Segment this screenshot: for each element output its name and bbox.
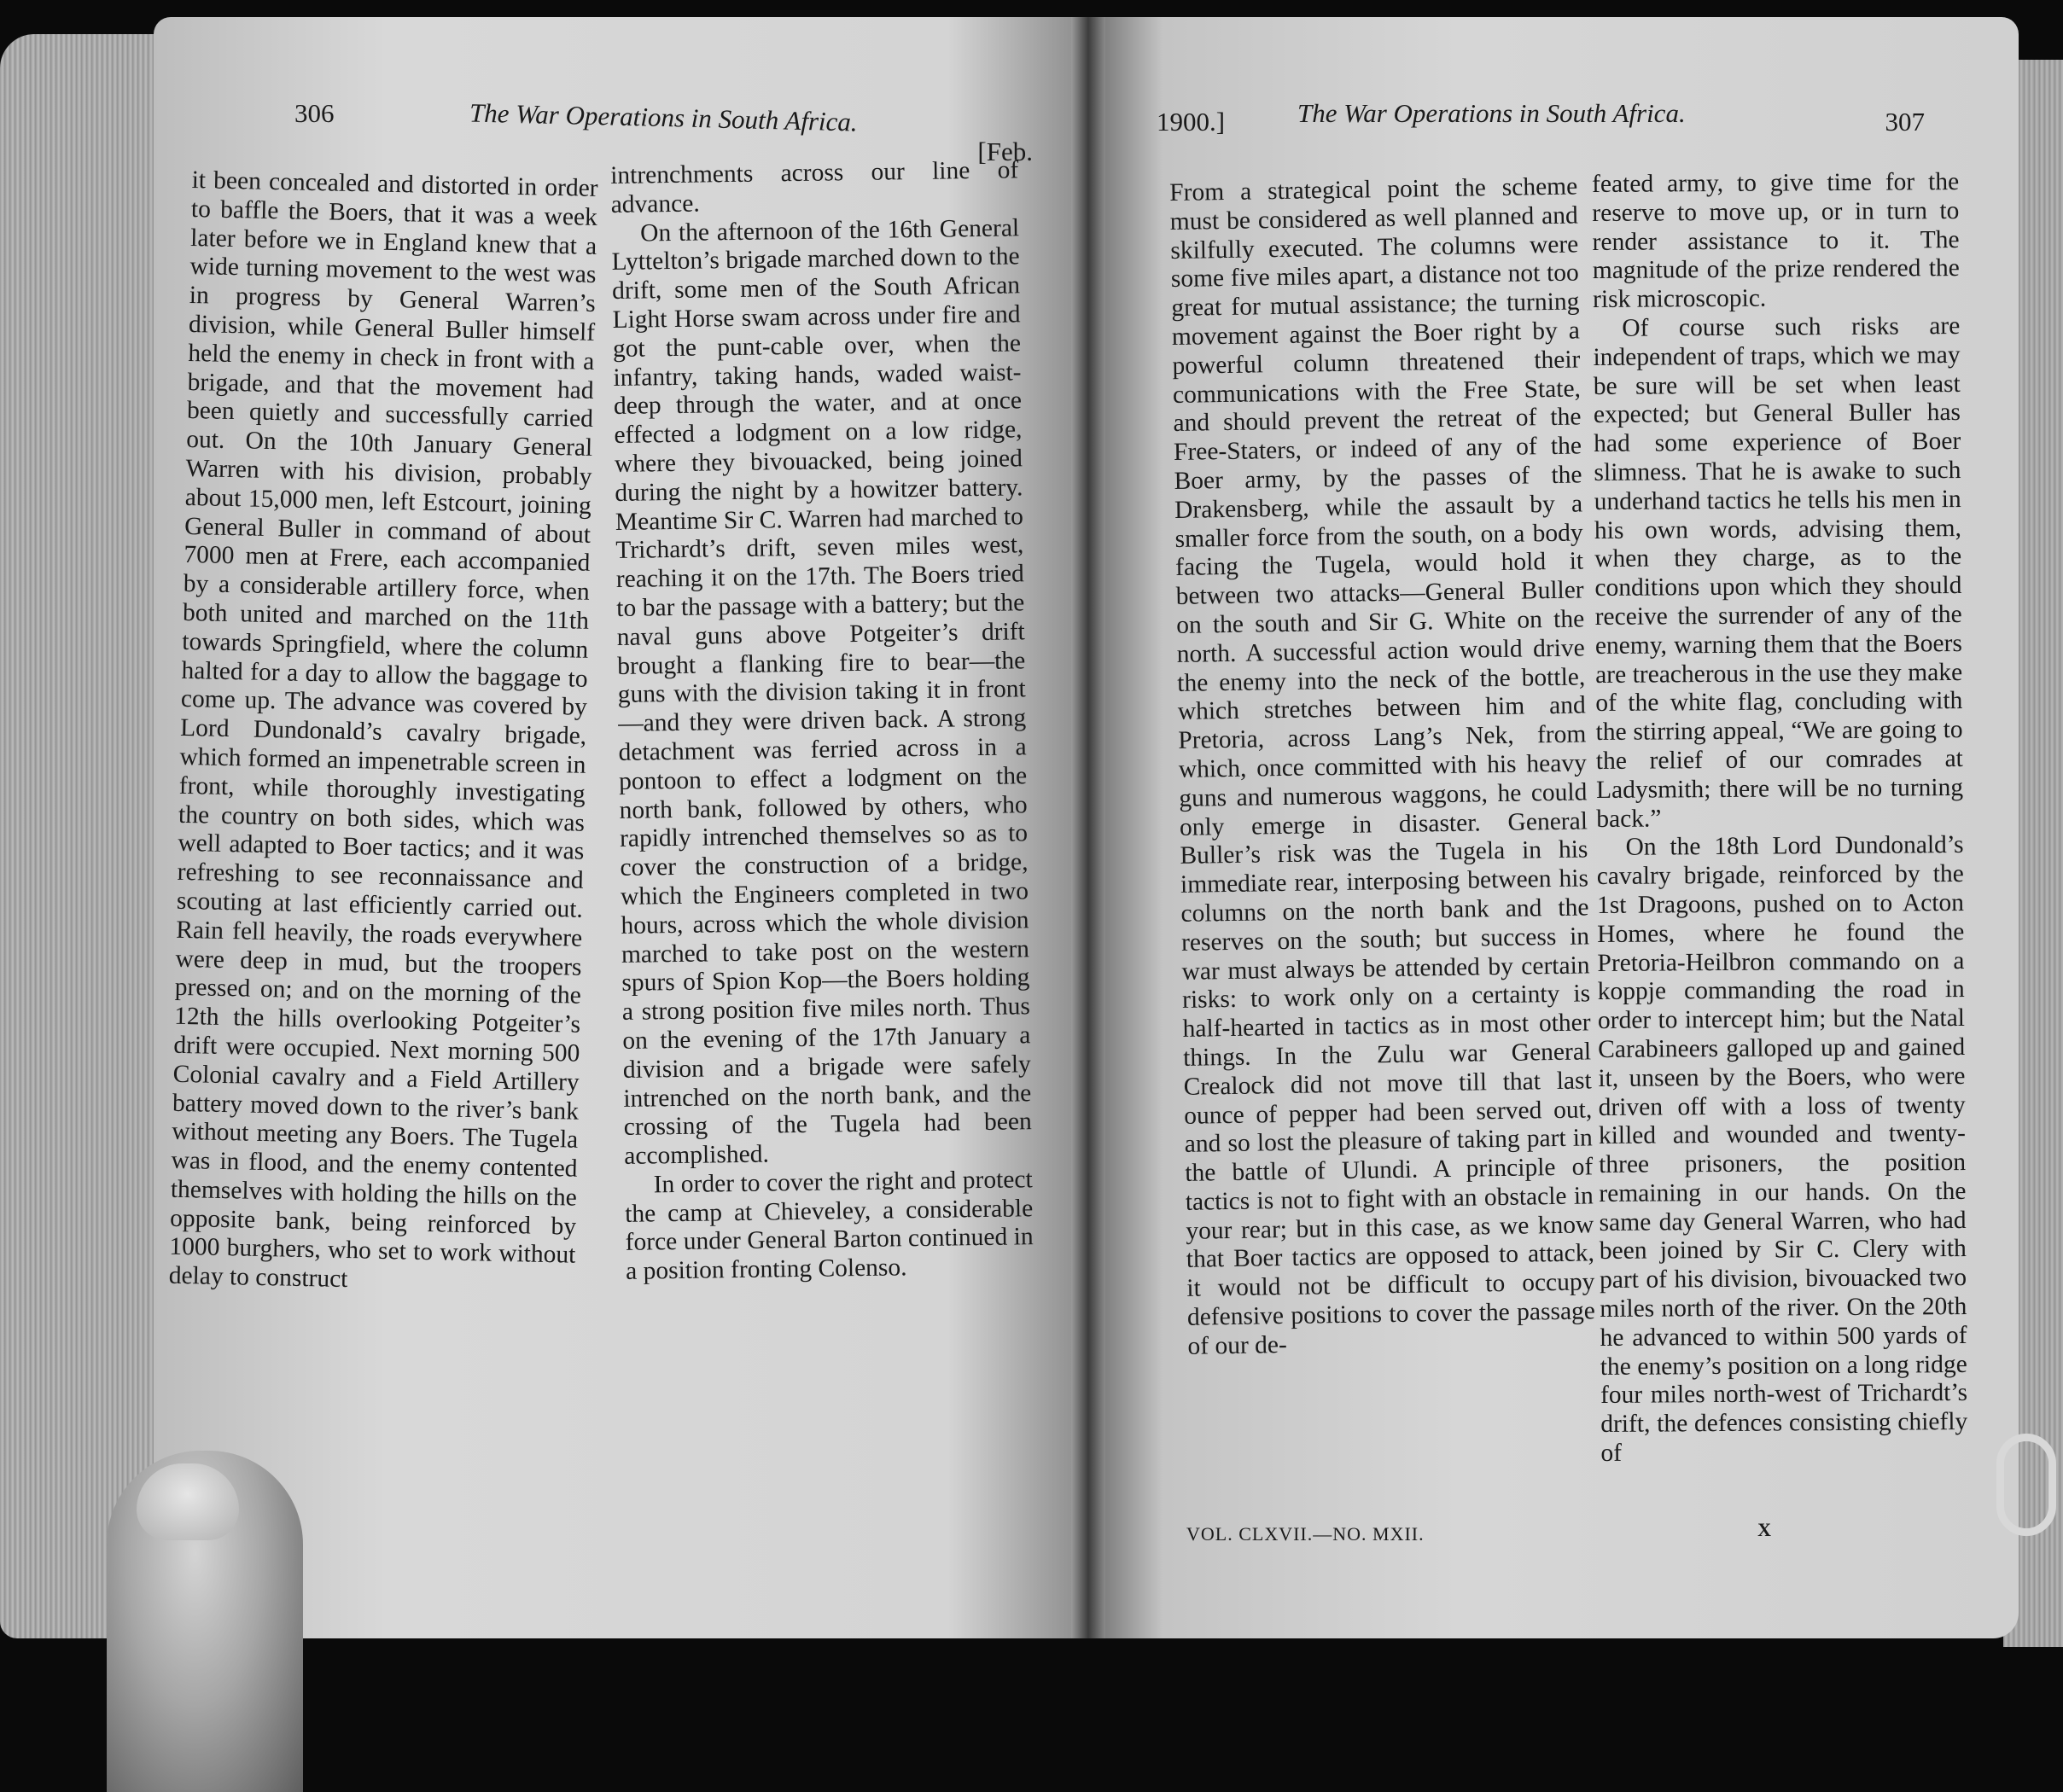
ring xyxy=(1996,1434,2056,1536)
text-column-left-b xyxy=(610,156,1034,1287)
text-column-right-a xyxy=(1169,172,1596,1361)
page-edges-left xyxy=(0,34,171,1638)
running-date: 1900.] xyxy=(1157,107,1226,137)
text-column-left-a xyxy=(168,166,597,1300)
paragraph: In order to cover the right and protect the camp at Chieveley, a considerable force under General Barton continued in a position fronting Colenso. xyxy=(624,1166,1034,1286)
paragraph: intrenchments across our line of advance. xyxy=(610,156,1019,218)
page-number: 306 xyxy=(294,98,335,128)
signature-mark: X xyxy=(1757,1519,1771,1540)
paragraph: From a strategical point the scheme must be considered as well planned and skilfully executed. The columns were some five miles apart, a distance not too great for mutual assistance; the turning movement against the Boer right by a powerful column threatened their communications with the Free State, and should prevent the retreat of the Free-Staters, or indeed of any of the Boer army, by the passes of the Drakensberg, while the assault by a smaller force from the south, on a body facing the Tugela, would hold it between two attacks—General Buller on the south and Sir G. White on the north. A successful action would drive the enemy into the neck of the bottle, which stretches between him and Pretoria, across Lang’s Nek, from which, once committed with his heavy guns and numerous waggons, he could only emerge in disaster. General Buller’s risk was the Tugela in his immediate rear, interposing between his columns on the north bank and the reserves on the south; but success in war must always be attended by certain risks: to work only on a certainty is half-hearted in tactics as in most other things. In the Zulu war General Crealock did not move till that last ounce of pepper had been served out, and so lost the pleasure of taking part in the battle of Ulundi. A principle of tactics is not to fight with an obstacle in your rear; but in this case, as we know that Boer tactics are opposed to attack, it would not be difficult to occupy defensive positions to cover the passage of our de- xyxy=(1169,172,1596,1360)
right-page xyxy=(1088,17,2019,1638)
running-title: The War Operations in South Africa. xyxy=(1297,98,1686,128)
right-running-head xyxy=(1088,98,2019,149)
volume-signature: VOL. CLXVII.—NO. MXII. xyxy=(1186,1523,1425,1545)
paragraph: On the afternoon of the 16th General Lyttelton’s brigade marched down to the drift, some men of the South African Light Horse swam across under fire and got the punt-cable over, when the infantry, taking hands, waded waist-deep through the water, and at once effected a lodgment on a low ridge, where they bivouacked, being joined during the night by a howitzer battery. Meantime Sir C. Warren had marched to Trichardt’s drift, seven miles west, reaching it on the 17th. The Boers tried to bar the passage with a battery; but the naval guns above Potgeiter’s drift brought a flanking fire to bear—the guns with the division taking it in front—and they were driven back. A strong detachment was ferried across in a pontoon to effect a lodgment on the north bank, followed by others, who rapidly intrenched themselves so as to cover the construction of a bridge, which the Engineers completed in two hours, across which the whole division marched to take post on the western spurs of Spion Kop—the Boers holding a strong position five miles north. Thus on the evening of the 17th January a division and a brigade were safely intrenched on the north bank, and the crossing of the Tugela had been accomplished. xyxy=(611,213,1032,1170)
paragraph: On the 18th Lord Dundonald’s cavalry brigade, reinforced by the 1st Dragoons, pushed on to Acton Homes, where he found the Pretoria-Heilbron commando on a koppje commanding the road in order to intercept him; but the Natal Carabineers galloped up and gained it, unseen by the Boers, who were driven off with a loss of twenty killed and wounded and twenty-three prisoners, the position remaining in our hands. On the same day General Warren, who had been joined by Sir C. Clery with part of his division, bivouacked two miles north of the river. On the 20th he advanced to within 500 yards of the enemy’s position on a long ridge four miles north-west of Trichardt’s drift, the defences consisting chiefly of xyxy=(1596,831,1968,1468)
book-gutter xyxy=(1071,17,1105,1638)
running-title: The War Operations in South Africa. xyxy=(469,97,859,137)
paragraph: it been concealed and distorted in order to baffle the Boers, that it was a week later before we in England knew that a wide turning movement to the west was in progress by General Warren’s division, while General Buller himself held the enemy in check in front with a brigade, and that the movement had been quietly and successfully carried out. On the 10th January General Warren with his division, probably about 15,000 men, left Estcourt, joining General Buller in command of about 7000 men at Frere, each accompanied by a considerable artillery force, when both united and marched on the 11th towards Springfield, where the column halted for a day to allow the baggage to come up. The advance was covered by Lord Dundonald’s cavalry brigade, which formed an impenetrable screen in front, while thoroughly investigating the country on both sides, which was well adapted to Boer tactics; and it was refreshing to see reconnaissance and scouting at last efficiently carried out. Rain fell heavily, the roads everywhere were deep in mud, but the troopers pressed on; and on the morning of the 12th the hills overlooking Potgeiter’s drift were occupied. Next morning 500 Colonial cavalry and a Field Artillery battery moved down to the river’s bank without meeting any Boers. The Tugela was in flood, and the enemy contented themselves with holding the hills on the opposite bank, being reinforced by 1000 burghers, who set to work without delay to construct xyxy=(168,166,598,1294)
paragraph: feated army, to give time for the reserve to move up, or in turn to render assistance to it. The magnitude of the prize rendered the risk microscopic. xyxy=(1592,167,1960,314)
left-running-head xyxy=(154,97,1088,166)
left-page xyxy=(154,17,1088,1638)
running-date: [Feb. xyxy=(977,137,1033,166)
page-number: 307 xyxy=(1885,107,1925,137)
text-column-right-b xyxy=(1592,168,1968,1469)
thumbnail-nail xyxy=(137,1463,239,1540)
paragraph: Of course such risks are independent of traps, which we may be sure will be set when least expected; but General Buller has had some experience of Boer slimness. That he is awake to such underhand tactics he tells his men in his own words, advising them, when they charge, as to the conditions upon which they should receive the surrender of any of the enemy, warning them that the Boers are treacherous in the use they make of the white flag, concluding with the stirring appeal, “We are going to the relief of our comrades at Ladysmith; there will be no turning back.” xyxy=(1593,311,1964,833)
